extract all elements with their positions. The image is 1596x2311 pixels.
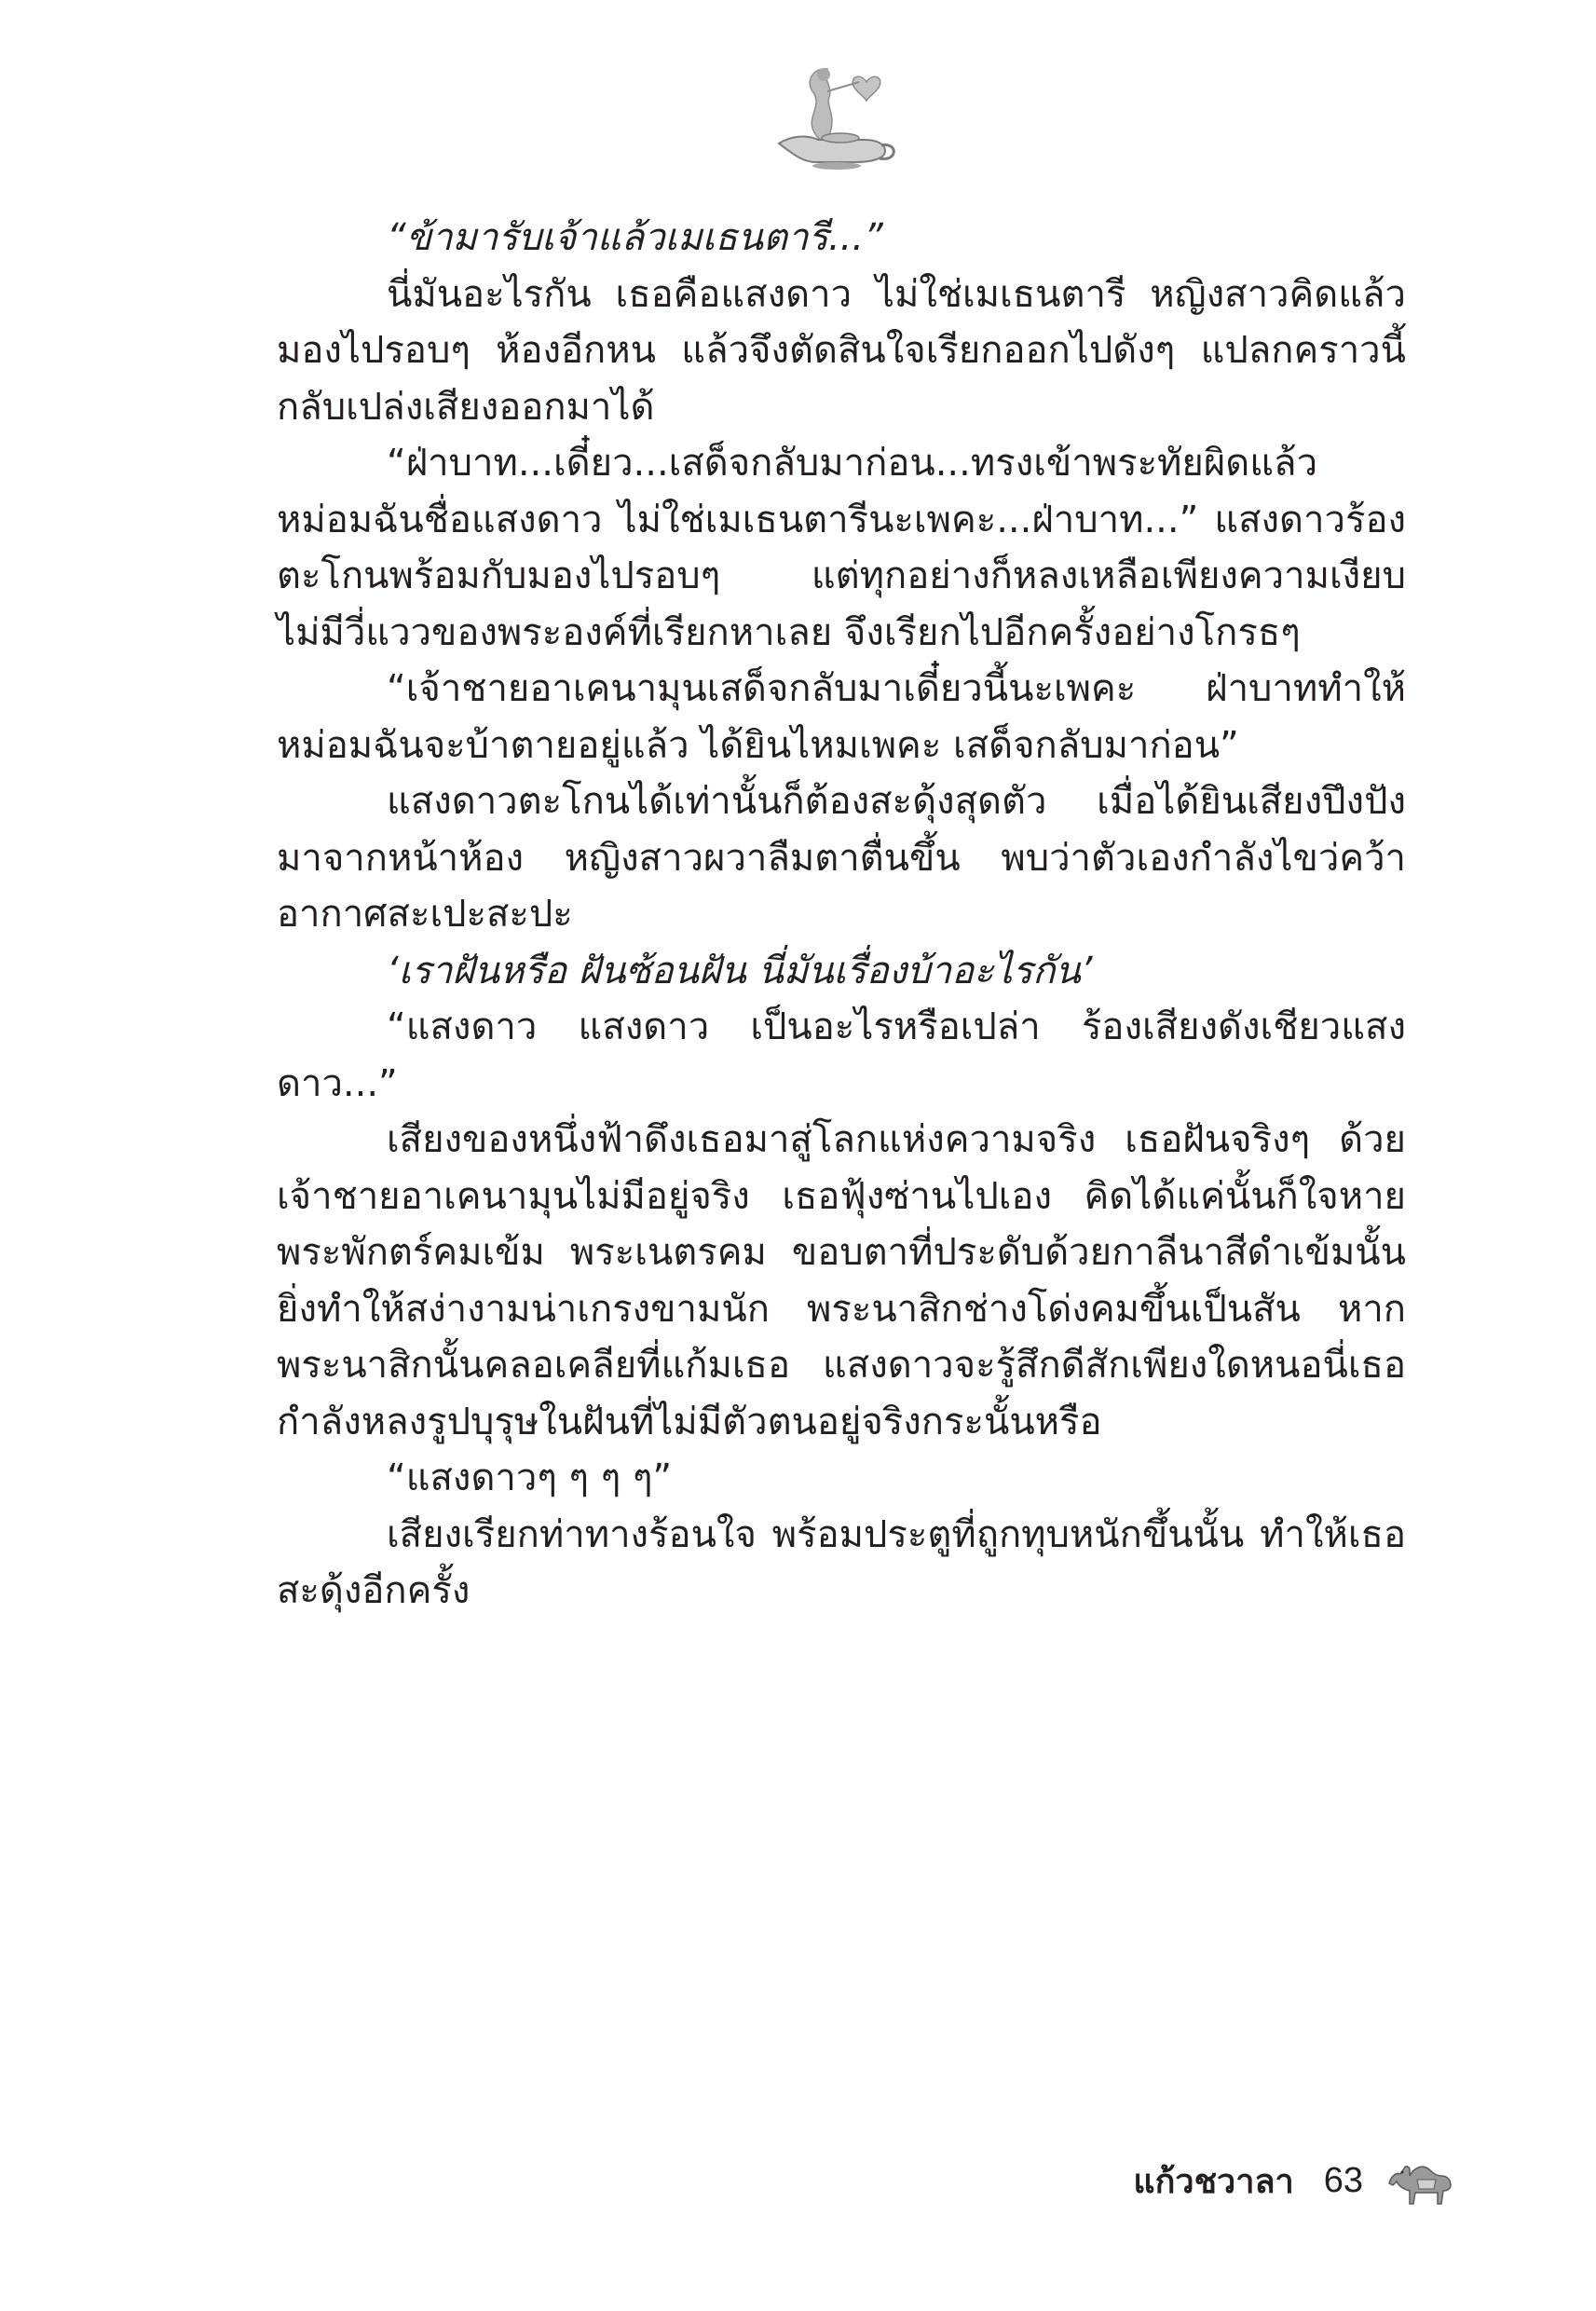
page-footer: [1133, 2143, 1456, 2218]
paragraph: “แสงดาวๆ ๆ ๆ ๆ”: [387, 1456, 673, 1499]
paragraph: เสียงของหนึ่งฟ้าดึงเธอมาสู่โลกแห่งความจริง เธอฝันจริงๆ ด้วยเจ้าชายอาเคนามุนไม่มีอยู่จริง เธอฟุ้งซ่านไปเอง คิดได้แค่นั้นก็ใจหายพระพักตร์คมเข้ม พระเนตรคม ขอบตาที่ประดับด้วยกาลีนาสีดำเข้มนั้นยิ่งทำให้สง่างามน่าเกรงขามนัก พระนาสิกช่างโด่งคมขึ้นเป็นสัน หากพระนาสิกนั้นคลอเคลียที่แก้มเธอ แสงดาวจะรู้สึกดีสักเพียงใดหนอนี่เธอกำลังหลงรูปบุรุษในฝันที่ไม่มีตัวตนอยู่จริงกระนั้นหรือ: [277, 1118, 1406, 1443]
paragraph: “เจ้าชายอาเคนามุนเสด็จกลับมาเดี๋ยวนี้นะเพคะ ฝ่าบาททำให้หม่อมฉันจะบ้าตายอยู่แล้ว ได้ยินไหมเพคะ เสด็จกลับมาก่อน”: [277, 667, 1406, 767]
paragraph: ‘เราฝันหรือ ฝันซ้อนฝัน นี่มันเรื่องบ้าอะไรกัน’: [387, 949, 1093, 992]
camel-icon: [1382, 2148, 1456, 2213]
story-text: [277, 210, 1406, 1620]
paragraph: นี่มันอะไรกัน เธอคือแสงดาว ไม่ใช่เมเธนตารี หญิงสาวคิดแล้วมองไปรอบๆ ห้องอีกหน แล้วจึงตัดสินใจเรียกออกไปดังๆ แปลกคราวนี้กลับเปล่งเสียงออกมาได้: [277, 272, 1406, 429]
genie-lamp-icon: [762, 54, 902, 171]
paragraph: แสงดาวตะโกนได้เท่านั้นก็ต้องสะดุ้งสุดตัว เมื่อได้ยินเสียงปึงปังมาจากหน้าห้อง หญิงสาวผวาลืมตาตื่นขึ้น พบว่าตัวเองกำลังไขว่คว้าอากาศสะเปะสะปะ: [277, 780, 1406, 936]
paragraph: “ฝ่าบาท...เดี๋ยว...เสด็จกลับมาก่อน...ทรงเข้าพระทัยผิดแล้วหม่อมฉันชื่อแสงดาว ไม่ใช่เมเธนตารีนะเพคะ...ฝ่าบาท...” แสงดาวร้องตะโกนพร้อมกับมองไปรอบๆ แต่ทุกอย่างก็หลงเหลือเพียงความเงียบ ไม่มีวี่แววของพระองค์ที่เรียกหาเลย จึงเรียกไปอีกครั้งอย่างโกรธๆ: [277, 442, 1406, 654]
paragraph: “แสงดาว แสงดาว เป็นอะไรหรือเปล่า ร้องเสียงดังเชียวแสงดาว...”: [277, 1005, 1406, 1105]
paragraph: “ข้ามารับเจ้าแล้วเมเธนตารี...”: [387, 216, 883, 259]
book-title: แก้วชวาลา: [1133, 2162, 1294, 2201]
paragraph: เสียงเรียกท่าทางร้อนใจ พร้อมประตูที่ถูกทุบหนักขึ้นนั้น ทำให้เธอสะดุ้งอีกครั้ง: [277, 1512, 1406, 1612]
page-number: 63: [1323, 2160, 1363, 2200]
